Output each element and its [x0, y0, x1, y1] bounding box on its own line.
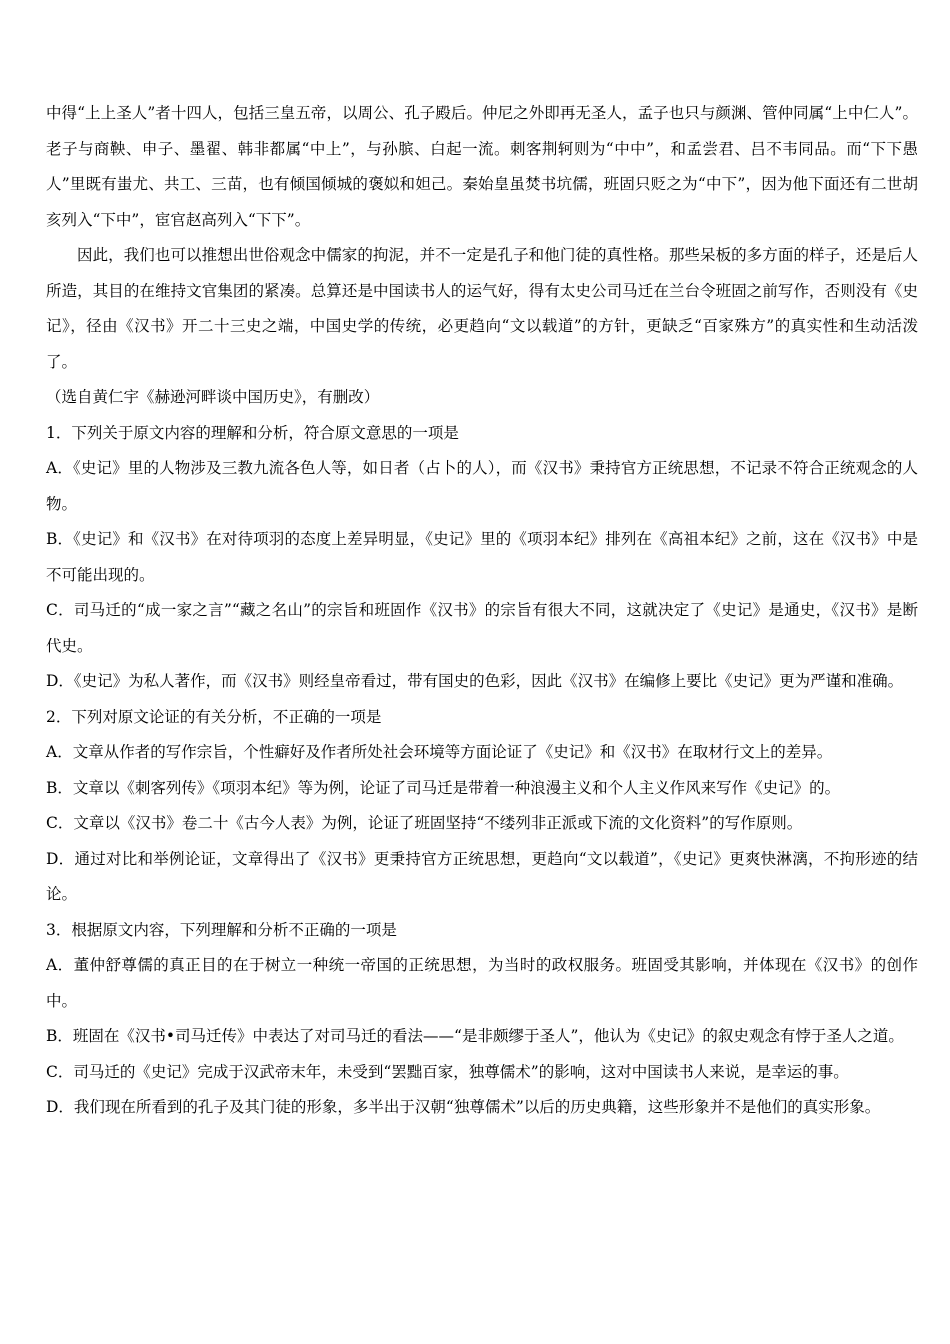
option-b: B．文章以《刺客列传》《项羽本纪》等为例，论证了司马迁是带着一种浪漫主义和个人主义作风来写作《史记》的。 — [46, 778, 841, 797]
question-stem: 2．下列对原文论证的有关分析，不正确的一项是 — [46, 707, 382, 726]
option-d: D．《史记》为私人著作，而《汉书》则经皇帝看过，带有国史的色彩，因此《汉书》在编修上要比《史记》更为严谨和准确。 — [46, 672, 904, 690]
option-b: B．班固在《汉书•司马迁传》中表达了对司马迁的看法——“是非颇缪于圣人”，他认为《史记》的叙史观念有悖于圣人之道。 — [46, 1027, 904, 1045]
question-2 — [46, 700, 918, 913]
option-d: D．通过对比和举例论证，文章得出了《汉书》更秉持官方正统思想，更趋向“文以载道”，《史记》更爽快淋漓，不拘形迹的结论。 — [46, 849, 918, 903]
question-3 — [46, 913, 918, 1126]
option-c: C．司马迁的《史记》完成于汉武帝末年，未受到“罢黜百家，独尊儒术”的影响，这对中国读书人来说，是幸运的事。 — [46, 1062, 849, 1081]
option-d: D．我们现在所看到的孔子及其门徒的形象，多半出于汉朝“独尊儒术”以后的历史典籍，这些形象并不是他们的真实形象。 — [46, 1098, 881, 1116]
passage-paragraph: 中得“上上圣人”者十四人，包括三皇五帝，以周公、孔子殿后。仲尼之外即再无圣人，孟子也只与颜渊、管仲同属“上中仁人”。老子与商鞅、申子、墨翟、韩非都属“中上”，与孙膑、白起一流。刺客荆轲则为“中中”，和孟尝君、吕不韦同品。而“下下愚人”里既有蚩尤、共工、三苗，也有倾国倾城的褒姒和妲己。秦始皇虽焚书坑儒，班固只贬之为“中下”，因为他下面还有二世胡亥列入“下中”，宦官赵高列入“下下”。 — [46, 104, 918, 229]
option-c: C．文章以《汉书》卷二十《古今人表》为例，论证了班固坚持“不缕列非正派或下流的文化资料”的写作原则。 — [46, 814, 803, 832]
passage-source: （选自黄仁宇《赫逊河畔谈中国历史》，有删改） — [46, 388, 380, 406]
option-a: A．文章从作者的写作宗旨，个性癖好及作者所处社会环境等方面论证了《史记》和《汉书》在取材行文上的差异。 — [46, 743, 833, 761]
option-c: C．司马迁的“成一家之言”“藏之名山”的宗旨和班固作《汉书》的宗旨有很大不同，这就决定了《史记》是通史，《汉书》是断代史。 — [46, 601, 918, 655]
question-1 — [46, 416, 918, 700]
passage-paragraph: 因此，我们也可以推想出世俗观念中儒家的拘泥，并不一定是孔子和他门徒的真性格。那些呆板的多方面的样子，还是后人所造，其目的在维持文官集团的紧凑。总算还是中国读书人的运气好，得有太史公司马迁在兰台令班固之前写作，否则没有《史记》，径由《汉书》开二十三史之端，中国史学的传统，必更趋向“文以载道”的方针，更缺乏“百家殊方”的真实性和生动活泼了。 — [46, 246, 918, 371]
option-a: A．董仲舒尊儒的真正目的在于树立一种统一帝国的正统思想，为当时的政权服务。班固受其影响，并体现在《汉书》的创作中。 — [46, 956, 918, 1010]
option-b: B．《史记》和《汉书》在对待项羽的态度上差异明显，《史记》里的《项羽本纪》排列在《高祖本纪》之前，这在《汉书》中是不可能出现的。 — [46, 530, 918, 584]
question-stem: 1．下列关于原文内容的理解和分析，符合原文意思的一项是 — [46, 423, 459, 442]
exam-page — [46, 96, 918, 1126]
option-a: A．《史记》里的人物涉及三教九流各色人等，如日者（占卜的人），而《汉书》秉持官方正统思想，不记录不符合正统观念的人物。 — [46, 459, 918, 513]
question-stem: 3．根据原文内容，下列理解和分析不正确的一项是 — [46, 920, 397, 939]
